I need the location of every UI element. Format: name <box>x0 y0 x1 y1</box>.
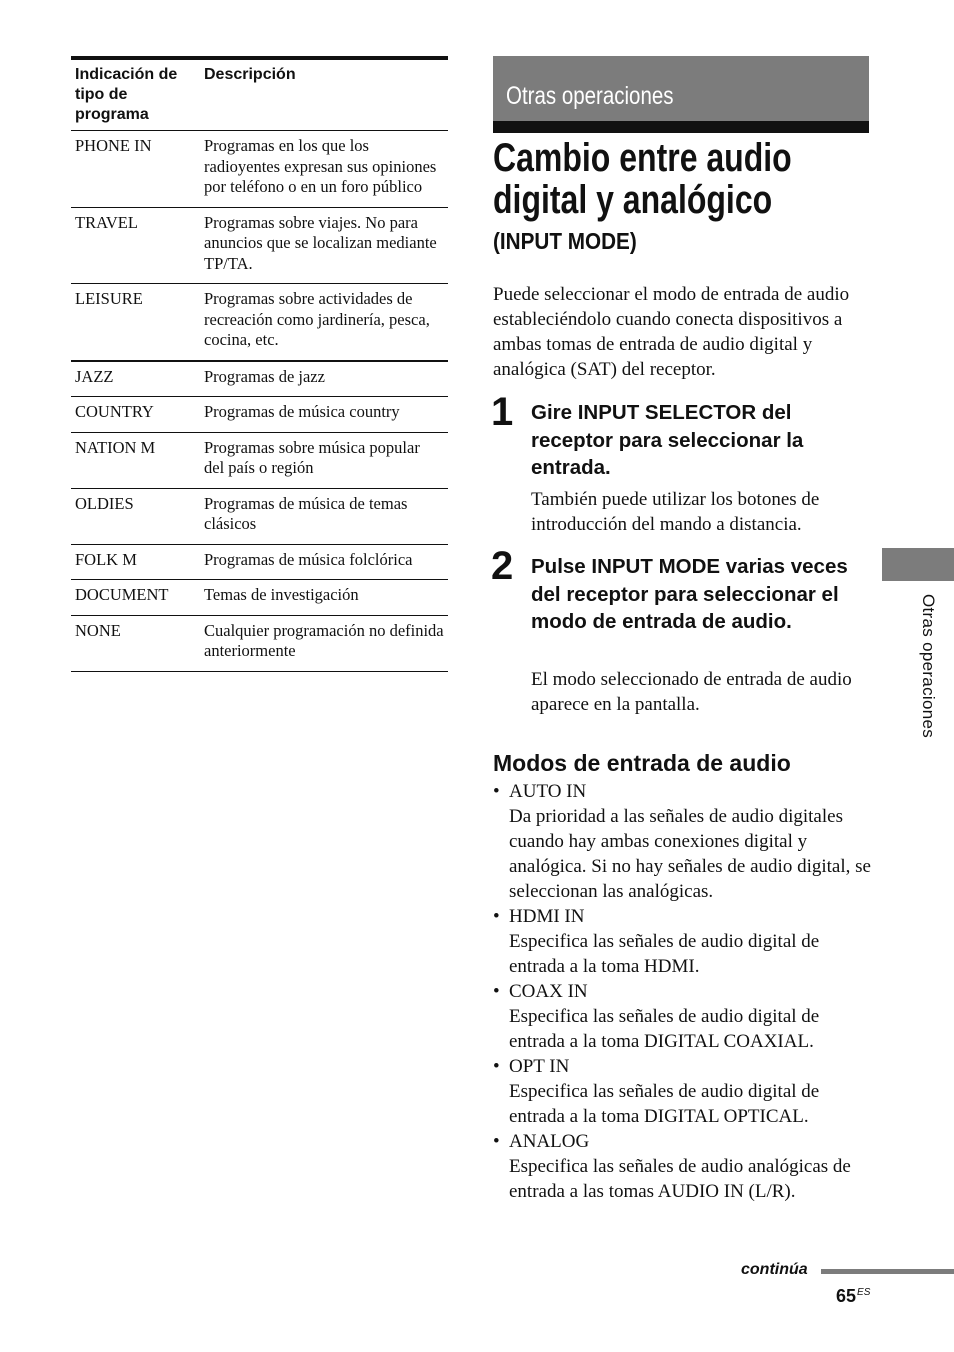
list-item <box>493 904 878 979</box>
program-type-cell: PHONE IN <box>71 131 200 208</box>
page-title-line-1: Cambio entre audio <box>493 136 792 180</box>
program-description-cell: Programas en los que los radioyentes expresan sus opiniones por teléfono o en un foro público <box>200 131 448 208</box>
step-1-heading: Gire INPUT SELECTOR del receptor para seleccionar la entrada. <box>531 401 804 479</box>
program-description-cell: Cualquier programación no definida anteriormente <box>200 615 448 671</box>
bullet-icon: • <box>493 1056 500 1077</box>
column-header-description: Descripción <box>200 58 448 131</box>
section-banner-title: Otras operaciones <box>506 82 674 110</box>
table-row <box>71 284 448 361</box>
step-2-number: 2 <box>491 544 514 588</box>
audio-modes-list <box>493 779 878 1204</box>
program-description-cell: Programas de música country <box>200 397 448 433</box>
mode-name: OPT IN <box>509 1056 570 1077</box>
mode-description: Especifica las señales de audio digital de entrada a la toma DIGITAL COAXIAL. <box>509 1006 820 1052</box>
mode-name: COAX IN <box>509 981 588 1002</box>
list-item <box>493 979 878 1054</box>
column-header-type: Indicación de tipo de programa <box>71 58 200 131</box>
mode-description: Da prioridad a las señales de audio digitales cuando hay ambas conexiones digital y analógica. Si no hay señales de audio digital, se seleccionan las analógicas. <box>509 806 871 902</box>
step-2-description: El modo seleccionado de entrada de audio aparece en la pantalla. <box>531 669 852 715</box>
mode-name: HDMI IN <box>509 906 585 927</box>
step-1-description: También puede utilizar los botones de introducción del mando a distancia. <box>531 489 820 535</box>
program-type-cell: NONE <box>71 615 200 671</box>
modes-section-title: Modos de entrada de audio <box>493 750 791 776</box>
program-description-cell: Programas sobre música popular del país o región <box>200 432 448 488</box>
program-type-cell: DOCUMENT <box>71 580 200 616</box>
program-type-cell: LEISURE <box>71 284 200 361</box>
bullet-icon: • <box>493 981 500 1002</box>
program-type-cell: JAZZ <box>71 361 200 397</box>
list-item <box>493 1054 878 1129</box>
continues-bar <box>821 1269 954 1274</box>
program-type-cell: TRAVEL <box>71 207 200 284</box>
mode-description: Especifica las señales de audio digital de entrada a la toma DIGITAL OPTICAL. <box>509 1081 820 1127</box>
program-type-cell: FOLK M <box>71 544 200 580</box>
table-row <box>71 432 448 488</box>
mode-name: ANALOG <box>509 1131 590 1152</box>
page-number-value: 65 <box>836 1286 857 1306</box>
program-description-cell: Programas sobre actividades de recreación como jardinería, pesca, cocina, etc. <box>200 284 448 361</box>
table-row <box>71 207 448 284</box>
table-row <box>71 397 448 433</box>
page-title-line-2: digital y analógico <box>493 178 773 222</box>
mode-description: Especifica las señales de audio digital de entrada a la toma HDMI. <box>509 931 820 977</box>
program-description-cell: Programas de música de temas clásicos <box>200 488 448 544</box>
mode-name: AUTO IN <box>509 781 587 802</box>
program-type-cell: COUNTRY <box>71 397 200 433</box>
page-language-suffix: ES <box>857 1287 871 1298</box>
program-description-cell: Programas sobre viajes. No para anuncios que se localizan mediante TP/TA. <box>200 207 448 284</box>
step-1-number: 1 <box>491 390 514 434</box>
program-description-cell: Programas de música folclórica <box>200 544 448 580</box>
program-type-cell: OLDIES <box>71 488 200 544</box>
continues-label: continúa <box>741 1261 808 1278</box>
bullet-icon: • <box>493 1131 500 1152</box>
table-row <box>71 615 448 671</box>
mode-description: Especifica las señales de audio analógicas de entrada a las tomas AUDIO IN (L/R). <box>509 1156 851 1202</box>
program-type-cell: NATION M <box>71 432 200 488</box>
side-tab-label: Otras operaciones <box>919 594 938 739</box>
page-number <box>836 1282 870 1307</box>
bullet-icon: • <box>493 906 500 927</box>
page-title <box>493 137 792 221</box>
table-row <box>71 544 448 580</box>
table-row <box>71 488 448 544</box>
intro-paragraph: Puede seleccionar el modo de entrada de audio estableciéndolo cuando conecta dispositivos a ambas tomas de entrada de audio digital y analógica (SAT) del receptor. <box>493 284 850 380</box>
program-description-cell: Programas de jazz <box>200 361 448 397</box>
page-subtitle: (INPUT MODE) <box>493 228 637 254</box>
side-tab-marker <box>882 548 954 581</box>
table-row <box>71 580 448 616</box>
list-item <box>493 1129 878 1204</box>
section-banner <box>493 56 869 133</box>
program-type-table <box>71 56 448 672</box>
table-header-row <box>71 58 448 131</box>
table-row <box>71 131 448 208</box>
list-item <box>493 779 878 904</box>
table-row <box>71 361 448 397</box>
program-description-cell: Temas de investigación <box>200 580 448 616</box>
step-2-heading: Pulse INPUT MODE varias veces del receptor para seleccionar el modo de entrada de audio. <box>531 555 848 633</box>
bullet-icon: • <box>493 781 500 802</box>
